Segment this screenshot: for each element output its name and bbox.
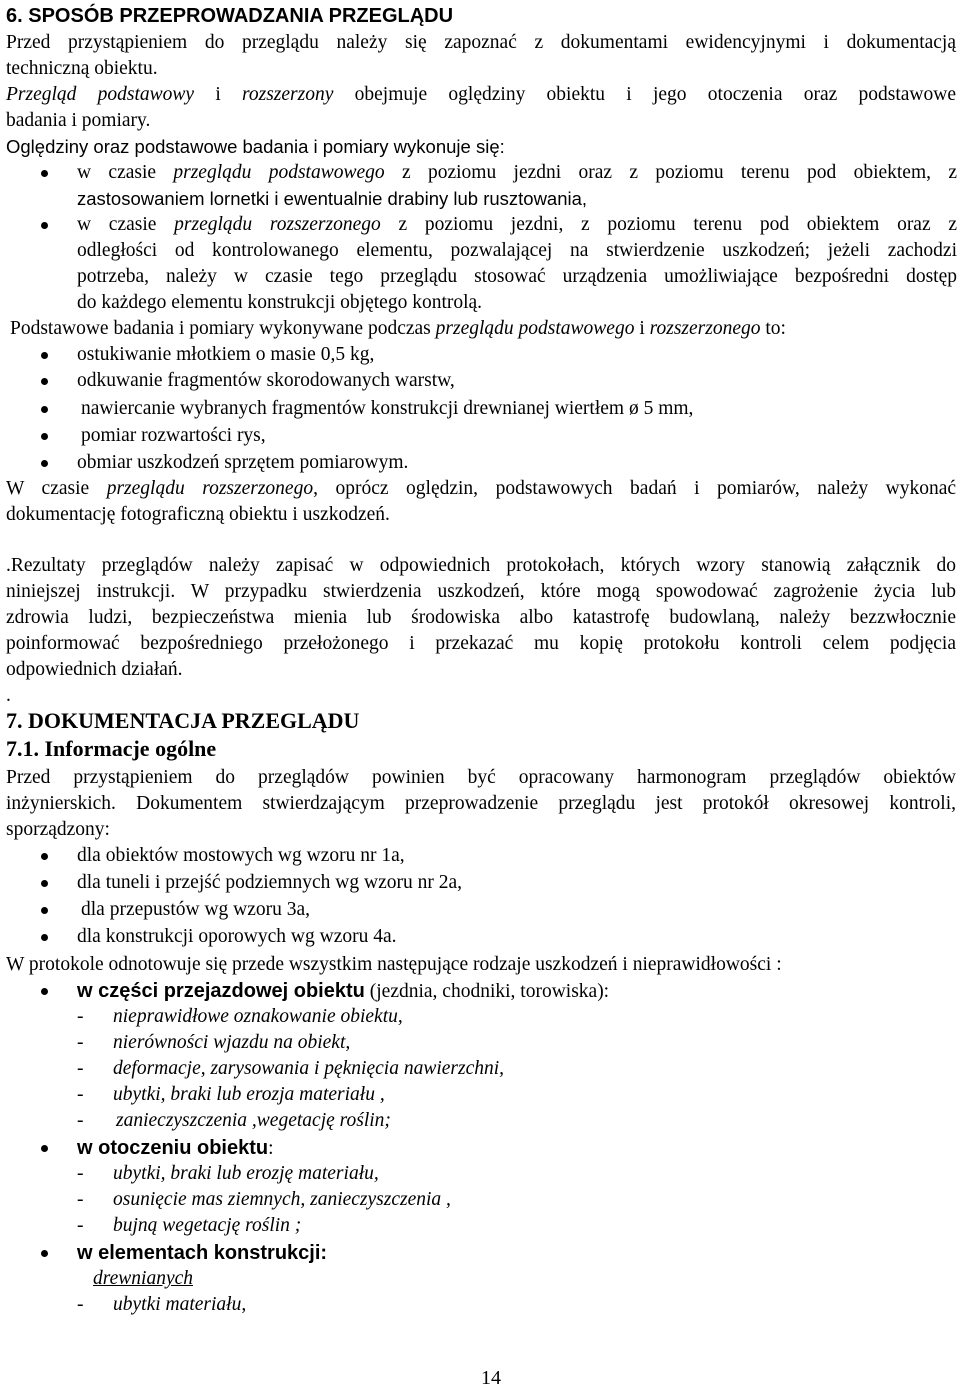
dash-marker: -	[77, 1032, 84, 1053]
damage-item: zanieczyszczenia ,wegetację roślin;	[116, 1110, 391, 1131]
paragraph-line: sporządzony:	[6, 819, 110, 840]
page-number: 14	[481, 1367, 501, 1389]
bullet-icon	[41, 170, 48, 177]
dash-marker: -	[77, 1163, 84, 1184]
paragraph-line: Przed przystąpieniem do przeglądów powinien być opracowany harmonogram przeglądów obiektów	[6, 767, 956, 788]
damage-item: nieprawidłowe oznakowanie obiektu,	[113, 1006, 403, 1027]
paragraph-line: inżynierskich. Dokumentem stwierdzającym przeprowadzenie przeglądu jest protokół okresowej kontroli,	[6, 793, 956, 814]
bullet-icon	[41, 352, 48, 359]
paragraph-line: zdrowia ludzi, bezpieczeństwa mienia lub środowiska albo katastrofę budowlaną, należy bezzwłocznie	[6, 607, 956, 628]
material-subheading: drewnianych	[93, 1268, 194, 1289]
damage-item: ubytki materiału,	[113, 1294, 247, 1315]
damage-group-heading: w części przejazdowej obiektu (jezdnia, chodniki, torowiska):	[77, 980, 610, 1002]
list-item-continuation: do każdego elementu konstrukcji objętego kontrolą.	[77, 292, 483, 313]
paragraph-line: W protokole odnotowuje się przede wszystkim następujące rodzaje uszkodzeń i nieprawidłowości :	[6, 954, 782, 975]
list-item: odkuwanie fragmentów skorodowanych warstw,	[77, 370, 455, 391]
paragraph-line: .Rezultaty przeglądów należy zapisać w odpowiednich protokołach, których wzory stanowią załącznik do	[6, 555, 956, 576]
bullet-icon	[41, 907, 48, 914]
dash-marker: -	[77, 1215, 84, 1236]
paragraph-line: Oględziny oraz podstawowe badania i pomiary wykonuje się:	[6, 136, 505, 157]
list-item-continuation: potrzeba, należy w czasie tego przeglądu stosować urządzenia umożliwiające bezpośredni dostęp	[77, 266, 957, 287]
italic-term: Przegląd podstawowy	[6, 84, 195, 105]
paragraph-line: odpowiednich działań.	[6, 659, 183, 680]
list-item: obmiar uszkodzeń sprzętem pomiarowym.	[77, 452, 409, 473]
list-item-continuation: odległości od kontrolowanego elementu, pozwalającej na stwierdzenie uszkodzeń; jeżeli zachodzi	[77, 240, 957, 261]
list-item: w czasie przeglądu rozszerzonego z poziomu jezdni, z poziomu terenu pod obiektem oraz z	[77, 214, 957, 235]
paragraph-line: niniejszej instrukcji. W przypadku stwierdzenia uszkodzeń, które mogą spowodować zagrożenie życia lub	[6, 581, 956, 602]
bullet-icon	[41, 433, 48, 440]
list-item: nawiercanie wybranych fragmentów konstrukcji drewnianej wiertłem ø 5 mm,	[81, 398, 694, 419]
damage-group-heading: w otoczeniu obiektu:	[77, 1137, 274, 1159]
paragraph-line: techniczną obiektu.	[6, 58, 158, 79]
damage-item: ubytki, braki lub erozja materiału ,	[113, 1084, 385, 1105]
section-7-heading: 7. DOKUMENTACJA PRZEGLĄDU	[6, 708, 360, 733]
list-item: dla konstrukcji oporowych wg wzoru 4a.	[77, 926, 397, 947]
list-item: ostukiwanie młotkiem o masie 0,5 kg,	[77, 344, 375, 365]
damage-item: osunięcie mas ziemnych, zanieczyszczenia ,	[113, 1189, 451, 1210]
bullet-icon	[41, 378, 48, 385]
paragraph-line: Przed przystąpieniem do przeglądu należy się zapoznać z dokumentami ewidencyjnymi i dokumentacją	[6, 32, 956, 53]
bullet-icon	[41, 880, 48, 887]
dash-marker: -	[77, 1294, 84, 1315]
bullet-icon	[41, 853, 48, 860]
dash-marker: -	[77, 1058, 84, 1079]
paragraph-line: dokumentację fotograficzną obiektu i uszkodzeń.	[6, 504, 390, 525]
italic-term: rozszerzony	[242, 84, 334, 105]
dash-marker: -	[77, 1084, 84, 1105]
damage-item: bujną wegetację roślin ;	[113, 1215, 302, 1236]
section-6-heading: 6. SPOSÓB PRZEPROWADZANIA PRZEGLĄDU	[6, 5, 454, 27]
bullet-icon	[41, 934, 48, 941]
bullet-icon	[41, 1250, 48, 1257]
bullet-icon	[41, 1145, 48, 1152]
paragraph-line: Podstawowe badania i pomiary wykonywane podczas przeglądu podstawowego i rozszerzonego to:	[10, 318, 786, 339]
damage-group-heading: w elementach konstrukcji:	[77, 1242, 328, 1264]
paragraph-line: W czasie przeglądu rozszerzonego, oprócz oględzin, podstawowych badań i pomiarów, należy wykonać	[6, 478, 957, 499]
bullet-icon	[41, 988, 48, 995]
paragraph-line: poinformować bezpośredniego przełożonego i przekazać mu kopię protokołu kontroli celem podjęcia	[6, 633, 956, 654]
damage-item: nierówności wjazdu na obiekt,	[113, 1032, 351, 1053]
damage-item: ubytki, braki lub erozję materiału,	[113, 1163, 379, 1184]
dash-marker: -	[77, 1006, 84, 1027]
list-item: dla tuneli i przejść podziemnych wg wzoru nr 2a,	[77, 872, 463, 893]
paragraph-line: Przegląd podstawowy i rozszerzony obejmuje oględziny obiektu i jego otoczenia oraz podstawowe	[6, 84, 956, 105]
stray-dot: .	[6, 685, 11, 706]
list-item: w czasie przeglądu podstawowego z poziomu jezdni oraz z poziomu terenu pod obiektem, z	[77, 162, 957, 183]
bullet-icon	[41, 222, 48, 229]
list-item: pomiar rozwartości rys,	[81, 425, 266, 446]
subsection-heading: 7.1. Informacje ogólne	[6, 736, 217, 761]
paragraph-line: badania i pomiary.	[6, 110, 151, 131]
dash-marker: -	[77, 1110, 84, 1131]
dash-marker: -	[77, 1189, 84, 1210]
list-item: dla obiektów mostowych wg wzoru nr 1a,	[77, 845, 405, 866]
list-item: dla przepustów wg wzoru 3a,	[81, 899, 311, 920]
list-item-continuation: zastosowaniem lornetki i ewentualnie drabiny lub rusztowania,	[77, 188, 588, 209]
damage-item: deformacje, zarysowania i pęknięcia nawierzchni,	[113, 1058, 505, 1079]
bullet-icon	[41, 406, 48, 413]
bullet-icon	[41, 460, 48, 467]
